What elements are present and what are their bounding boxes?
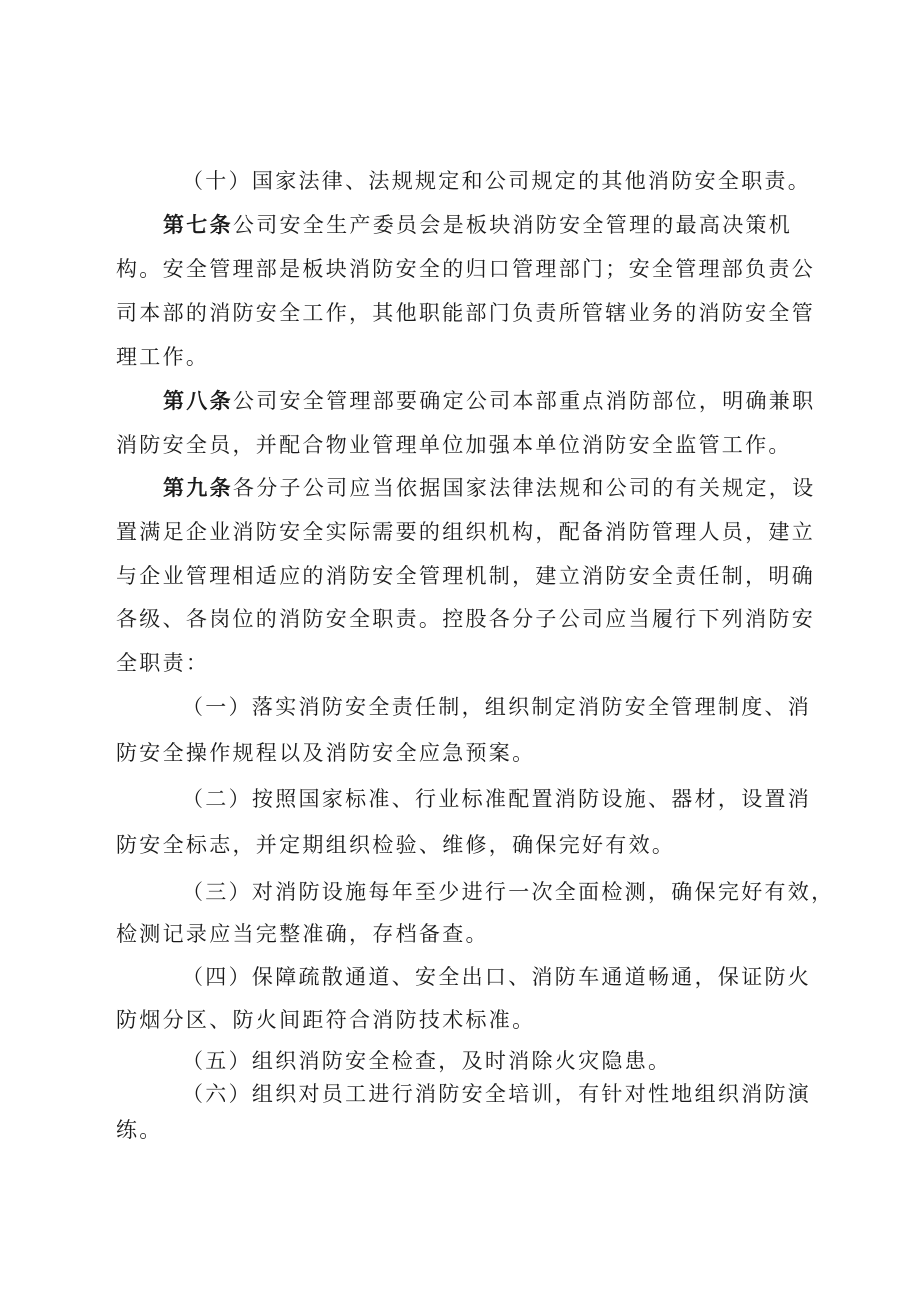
item-3-line-1: （三）对消防设施每年至少进行一次全面检测，确保完好有效， (182, 880, 835, 904)
article-7-line-3: 司本部的消防安全工作，其他职能部门负责所管辖业务的消防安全管 (116, 301, 815, 325)
item-6-line-1: （六）组织对员工进行消防安全培训，有针对性地组织消防演 (182, 1082, 812, 1106)
item-6-line-2: 练。 (116, 1118, 163, 1142)
article-9-line-4: 各级、各岗位的消防安全职责。控股各分子公司应当履行下列消防安 (116, 607, 815, 631)
article-9-heading: 第九条 (163, 475, 233, 500)
article-9-line-2: 置满足企业消防安全实际需要的组织机构，配备消防管理人员，建立 (116, 520, 815, 544)
item-1-line-2: 防安全操作规程以及消防安全应急预案。 (116, 741, 536, 765)
item-1-line-1: （一）落实消防安全责任制，组织制定消防安全管理制度、消 (182, 695, 812, 719)
article-7-text: 公司安全生产委员会是板块消防安全管理的最高决策机 (232, 213, 793, 237)
item-3-line-2: 检测记录应当完整准确，存档备查。 (116, 922, 489, 946)
article-8-heading: 第八条 (163, 388, 233, 413)
article-9-line-1 (163, 473, 815, 503)
item-10-line-1: （十）国家法律、法规规定和公司规定的其他消防安全职责。 (182, 169, 812, 193)
article-7-line-1 (163, 210, 792, 240)
article-7-line-4: 理工作。 (116, 345, 210, 369)
article-9-line-3: 与企业管理相适应的消防安全管理机制，建立消防安全责任制，明确 (116, 564, 815, 588)
item-4-line-1: （四）保障疏散通道、安全出口、消防车通道畅通，保证防火 (182, 965, 812, 989)
item-5-line-1: （五）组织消防安全检查，及时消除火灾隐患。 (182, 1049, 672, 1073)
article-7-line-2: 构。安全管理部是板块消防安全的归口管理部门；安全管理部负责公 (116, 257, 815, 281)
article-8-line-2: 消防安全员，并配合物业管理单位加强本单位消防安全监管工作。 (116, 433, 792, 457)
article-8-text: 公司安全管理部要确定公司本部重点消防部位，明确兼职 (232, 389, 816, 413)
item-2-line-2: 防安全标志，并定期组织检验、维修，确保完好有效。 (116, 833, 676, 857)
article-8-line-1 (163, 386, 815, 416)
article-9-line-5: 全职责： (116, 651, 210, 675)
item-4-line-2: 防烟分区、防火间距符合消防技术标准。 (116, 1008, 536, 1032)
article-7-heading: 第七条 (163, 212, 233, 237)
article-9-text: 各分子公司应当依据国家法律法规和公司的有关规定，设 (232, 476, 816, 500)
item-2-line-1: （二）按照国家标准、行业标准配置消防设施、器材，设置消 (182, 787, 812, 811)
